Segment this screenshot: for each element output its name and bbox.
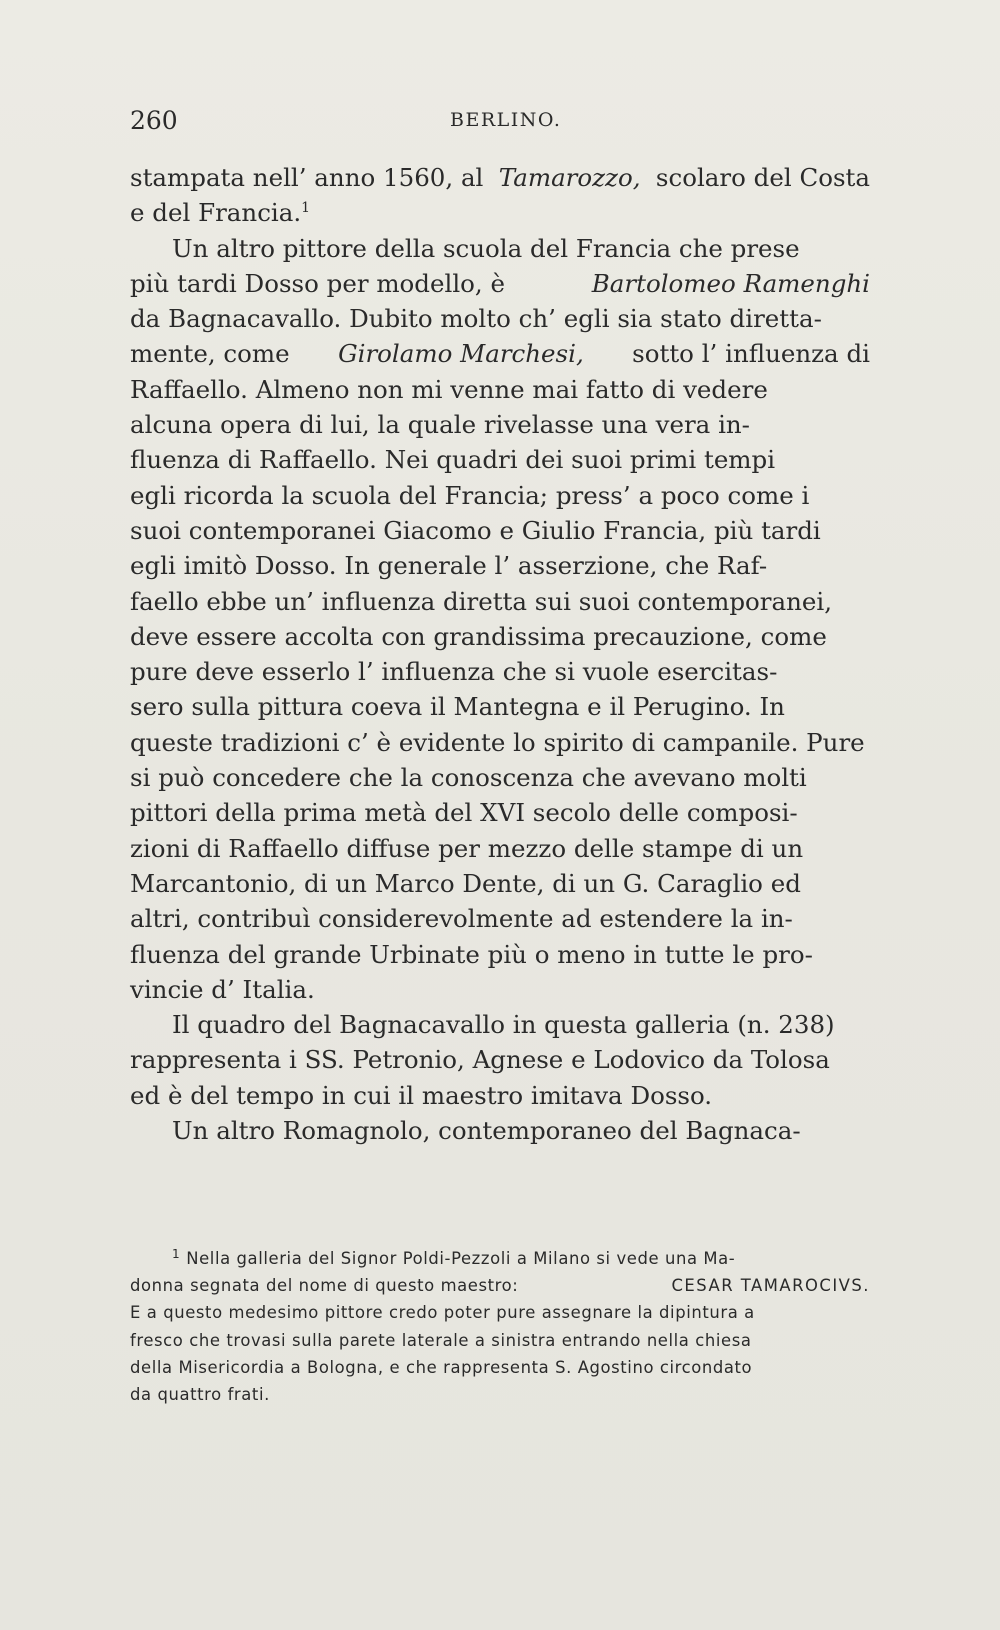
text-segment: altri, contribuì considerevolmente ad estendere la in- [130, 904, 793, 934]
footnote-line [130, 1245, 870, 1272]
text-segment: pittori della prima metà del XVI secolo delle composi- [130, 798, 798, 828]
text-segment: pure deve esserlo l’ influenza che si vuole esercitas- [130, 657, 778, 687]
footnote-line [130, 1354, 870, 1381]
text-line [130, 901, 870, 936]
footnote-line [130, 1299, 870, 1326]
text-segment: Raffaello. Almeno non mi venne mai fatto di vedere [130, 374, 768, 404]
text-segment: sero sulla pittura coeva il Mantegna e il Perugino. In [130, 692, 785, 722]
text-segment: stampata nell’ anno 1560, al [130, 163, 484, 192]
text-segment: alcuna opera di lui, la quale rivelasse una vera in- [130, 410, 750, 440]
text-line [130, 866, 870, 901]
footnote-line [130, 1327, 870, 1354]
text-line [130, 689, 870, 724]
text-line [130, 231, 870, 266]
text-line [130, 972, 870, 1007]
italic-name-ramenghi: Bartolomeo Ramenghi [591, 268, 870, 298]
italic-name-tamarozzo: Tamarozzo, [498, 163, 641, 192]
text-line [130, 831, 870, 866]
text-line [130, 1042, 870, 1077]
text-segment: mente, come [130, 339, 290, 369]
footnote-text: della Misericordia a Bologna, e che rappresenta S. Agostino circondato [130, 1357, 753, 1377]
page-number: 260 [130, 106, 178, 135]
text-line [130, 760, 870, 795]
footnote-text: da quattro frati. [130, 1384, 270, 1404]
text-segment: fluenza di Raffaello. Nei quadri dei suoi primi tempi [130, 445, 776, 475]
text-line [130, 1113, 870, 1148]
footnote-text: E a questo medesimo pittore credo poter pure assegnare la dipintura a [130, 1303, 755, 1323]
text-segment: si può concedere che la conoscenza che avevano molti [130, 763, 807, 793]
footnote-text: donna segnata del nome di questo maestro: [130, 1276, 519, 1296]
paragraph-start: Il quadro del Bagnacavallo in questa galleria (n. 238) [172, 1010, 835, 1040]
running-title: BERLINO. [450, 109, 562, 131]
text-line [130, 478, 870, 513]
text-line [130, 1007, 870, 1042]
text-line [130, 336, 870, 371]
main-text [130, 160, 870, 1148]
page-header [130, 106, 870, 142]
text-segment: e del Francia.1 [130, 195, 310, 230]
text-segment: deve essere accolta con grandissima precauzione, come [130, 621, 827, 651]
text-segment: faello ebbe un’ influenza diretta sui suoi contemporanei, [130, 586, 832, 616]
paragraph-start: Un altro Romagnolo, contemporaneo del Bagnaca- [172, 1116, 801, 1146]
text-segment: queste tradizioni c’ è evidente lo spirito di campanile. Pure [130, 727, 865, 757]
text-segment: Marcantonio, di un Marco Dente, di un G. Caraglio ed [130, 868, 801, 898]
text-segment: fluenza del grande Urbinate più o meno in tutte le pro- [130, 939, 813, 969]
footnote-line [130, 1272, 870, 1299]
footnote-text [172, 1245, 735, 1272]
text-segment: zioni di Raffaello diffuse per mezzo delle stampe di un [130, 833, 804, 863]
text-line [130, 584, 870, 619]
text-line [130, 725, 870, 760]
paragraph-start: Un altro pittore della scuola del Francia che prese [172, 233, 800, 263]
text-line [130, 548, 870, 583]
text-line [130, 1078, 870, 1113]
text-line [130, 407, 870, 442]
text-line [130, 937, 870, 972]
text-line [130, 301, 870, 336]
text-segment: ed è del tempo in cui il maestro imitava Dosso. [130, 1080, 713, 1110]
footnote-line [130, 1381, 870, 1408]
text-segment: scolaro del Costa [655, 163, 870, 192]
text-line [130, 372, 870, 407]
footnote [130, 1245, 870, 1408]
text-segment: suoi contemporanei Giacomo e Giulio Francia, più tardi [130, 515, 821, 545]
footnote-text: fresco che trovasi sulla parete laterale a sinistra entrando nella chiesa [130, 1330, 752, 1350]
text-segment: rappresenta i SS. Petronio, Agnese e Lodovico da Tolosa [130, 1045, 830, 1075]
text-line [130, 195, 870, 230]
text-segment: più tardi Dosso per modello, è [130, 268, 505, 298]
text-segment: sotto l’ influenza di [632, 339, 870, 369]
footnote-marker: 1 [172, 1246, 181, 1261]
text-fragment: e del Francia. [130, 198, 302, 228]
text-segment: da Bagnacavallo. Dubito molto ch’ egli sia stato diretta- [130, 304, 822, 334]
text-segment: egli ricorda la scuola del Francia; press’ a poco come i [130, 480, 810, 510]
text-line [130, 619, 870, 654]
text-line [130, 795, 870, 830]
inscription-text: CESAR TAMAROCIVS. [671, 1276, 870, 1296]
text-line [130, 513, 870, 548]
text-segment: vincie d’ Italia. [130, 974, 315, 1004]
text-segment: egli imitò Dosso. In generale l’ asserzione, che Raf- [130, 551, 768, 581]
text-line [130, 442, 870, 477]
italic-name-marchesi: Girolamo Marchesi, [338, 339, 584, 369]
text-line [130, 266, 870, 301]
footnote-fragment: Nella galleria del Signor Poldi-Pezzoli a Milano si vede una Ma- [186, 1249, 736, 1268]
text-line [130, 160, 870, 195]
text-line [130, 654, 870, 689]
